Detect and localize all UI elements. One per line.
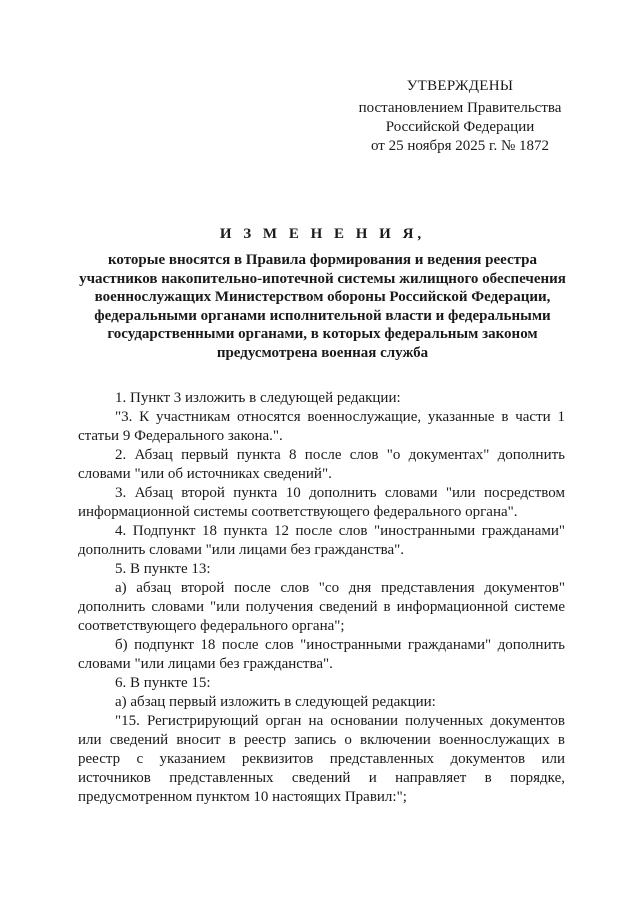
paragraph-6: 5. В пункте 13: (115, 561, 211, 577)
document-body (78, 389, 565, 807)
paragraph-9: 6. В пункте 15: (115, 675, 211, 691)
paragraph-3: 2. Абзац первый пункта 8 после слов "о документах" дополнить словами "или об источниках сведений". (78, 447, 565, 482)
paragraph-2: "3. К участникам относятся военнослужащие, указанные в части 1 статьи 9 Федерального закона.". (78, 409, 565, 444)
paragraph-7: а) абзац второй после слов "со дня представления документов" дополнить словами "или получения сведений в информационной системе соответствующего федерального органа"; (78, 580, 565, 634)
approval-line-1: постановлением Правительства (358, 100, 562, 116)
document-subtitle: которые вносятся в Правила формирования и ведения реестра участников накопительно-ипотечной системы жилищного обеспечения военнослужащих Министерством обороны Российской Федерации, федеральными органами исполнительной власти и федеральными государственными органами, в которых федеральным законом предусмотрена военная служба (79, 252, 566, 361)
approval-title: УТВЕРЖДЕНЫ (406, 78, 514, 94)
paragraph-11: "15. Регистрирующий орган на основании полученных документов или сведений вносит в реестр запись о включении военнослужащих в реестр с указанием реквизитов представленных документов или источников представленных сведений и направляет в порядке, предусмотренном пунктом 10 настоящих Правил:"; (78, 713, 565, 805)
paragraph-8: б) подпункт 18 после слов "иностранными гражданами" дополнить словами "или лицами без гражданства". (78, 637, 565, 672)
approval-block (330, 77, 590, 156)
approval-line-2: Российской Федерации (385, 119, 535, 135)
paragraph-5: 4. Подпункт 18 пункта 12 после слов "иностранными гражданами" дополнить словами "или лицами без гражданства". (78, 523, 565, 558)
paragraph-10: а) абзац первый изложить в следующей редакции: (115, 694, 436, 710)
paragraph-1: 1. Пункт 3 изложить в следующей редакции: (115, 390, 401, 406)
document-heading: И З М Е Н Е Н И Я, (219, 226, 426, 242)
approval-line-3: от 25 ноября 2025 г. № 1872 (370, 138, 550, 154)
paragraph-4: 3. Абзац второй пункта 10 дополнить словами "или посредством информационной системы соответствующего федерального органа". (78, 485, 565, 520)
